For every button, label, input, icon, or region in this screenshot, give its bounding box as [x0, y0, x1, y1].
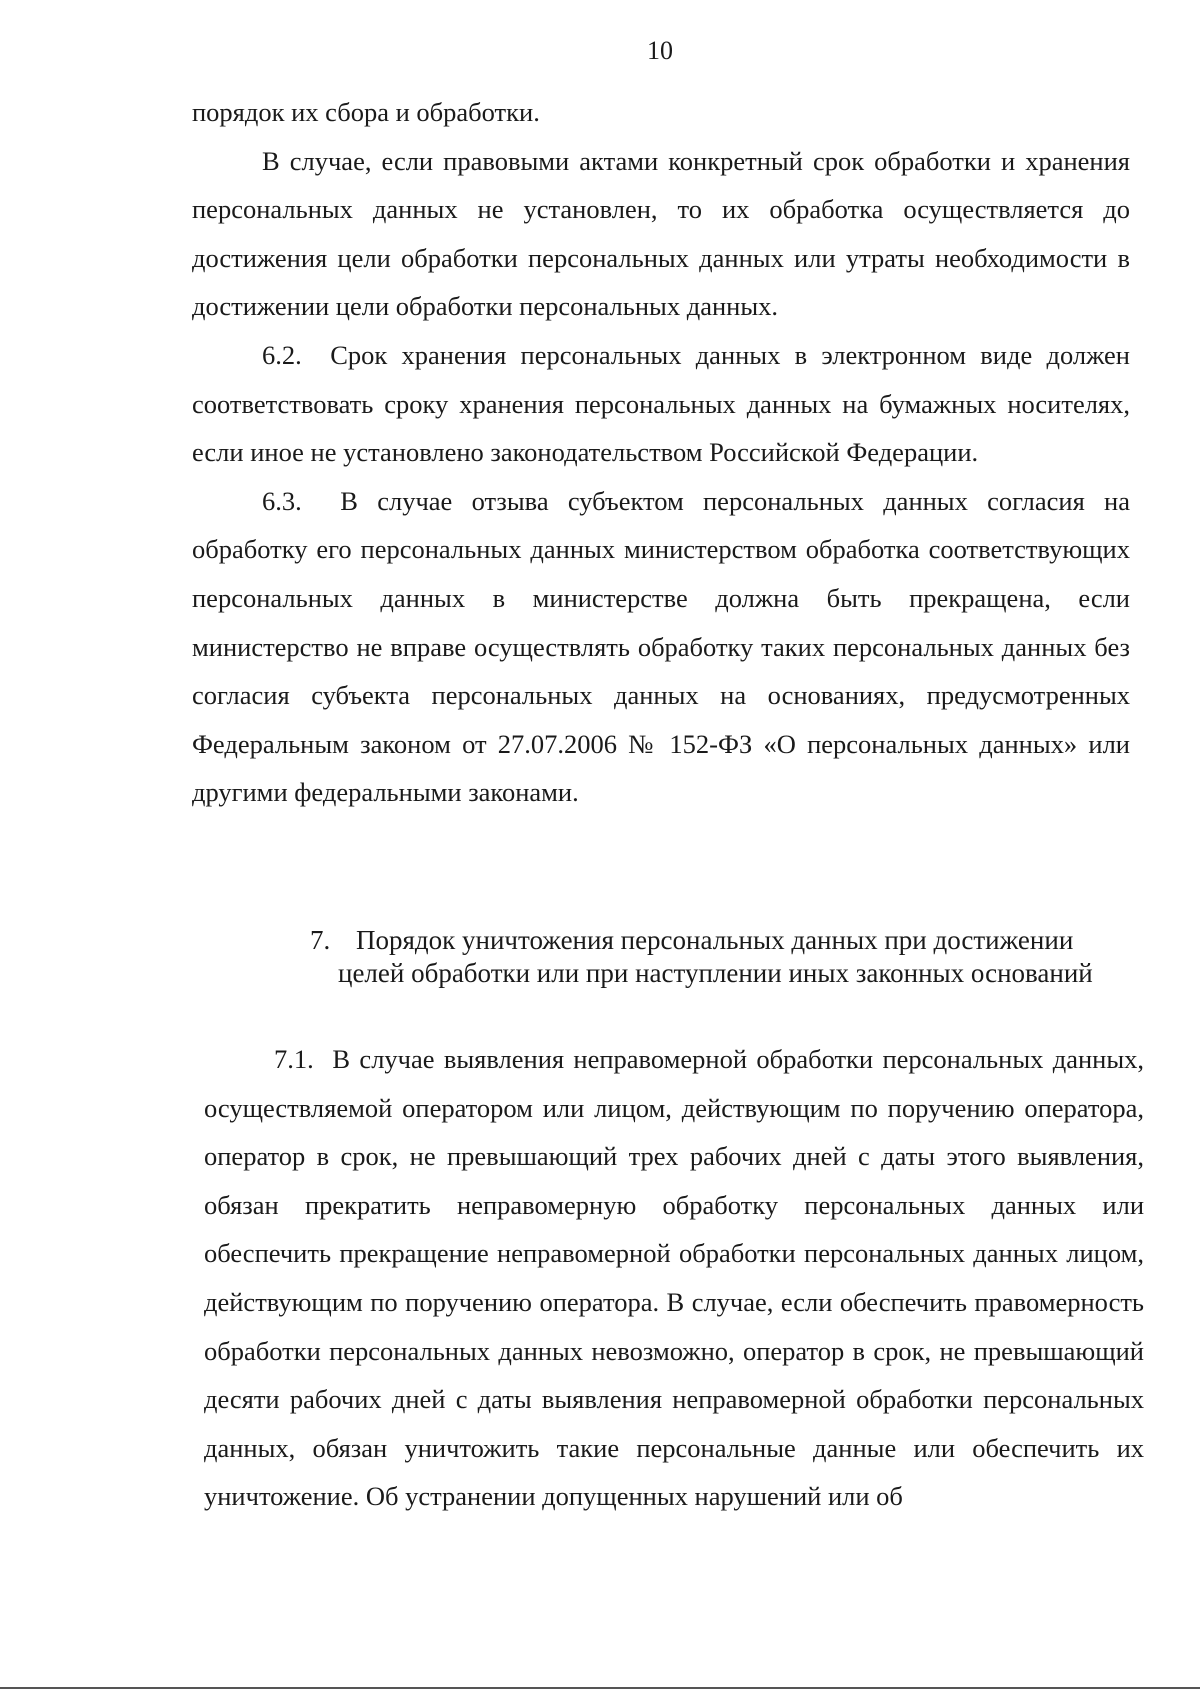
section-7-number: 7.: [310, 925, 331, 955]
section-7-title-line2: целей обработки или при наступлении иных законных оснований: [338, 958, 1093, 988]
paragraph-6-1-continued: В случае, если правовыми актами конкретный срок обработки и хранения персональных данных не установлен, то их обработка осуществляется до достижения цели обработки персональных данных или утраты необходимости в достижении цели обработки персональных данных.: [192, 145, 1130, 322]
paragraph-continuation: порядок их сбора и обработки.: [192, 97, 540, 127]
section-7-title-line1: Порядок уничтожения персональных данных при достижении: [356, 925, 1074, 955]
paragraph-6-2: 6.2. Срок хранения персональных данных в электронном виде должен соответствовать сроку хранения персональных данных на бумажных носителях, если иное не установлено законодательством Российской Федерации.: [192, 339, 1130, 468]
section-7-heading: [310, 924, 1170, 990]
text-block-7: [204, 1035, 1144, 1521]
paragraph-6-3: 6.3. В случае отзыва субъектом персональных данных согласия на обработку его персональных данных министерством обработка соответствующих персональных данных в министерстве должна быть прекращена, если министерство не вправе осуществлять обработку таких персональных данных без согласия субъекта персональных данных на основаниях, предусмотренных Федеральным законом от 27.07.2006 № 152-ФЗ «О персональных данных» или другими федеральными законами.: [192, 485, 1130, 808]
section-7-heading-line1: [310, 924, 1170, 957]
text-block-6: [192, 88, 1130, 817]
page-number: 10: [647, 36, 673, 65]
paragraph-7-1: 7.1. В случае выявления неправомерной обработки персональных данных, осуществляемой оператором или лицом, действующим по поручению оператора, оператор в срок, не превышающий трех рабочих дней с даты этого выявления, обязан прекратить неправомерную обработку персональных данных или обеспечить прекращение неправомерной обработки персональных данных лицом, действующим по поручению оператора. В случае, если обеспечить правомерность обработки персональных данных невозможно, оператор в срок, не превышающий десяти рабочих дней с даты выявления неправомерной обработки персональных данных, обязан уничтожить такие персональные данные или обеспечить их уничтожение. Об устранении допущенных нарушений или об: [204, 1044, 1144, 1512]
